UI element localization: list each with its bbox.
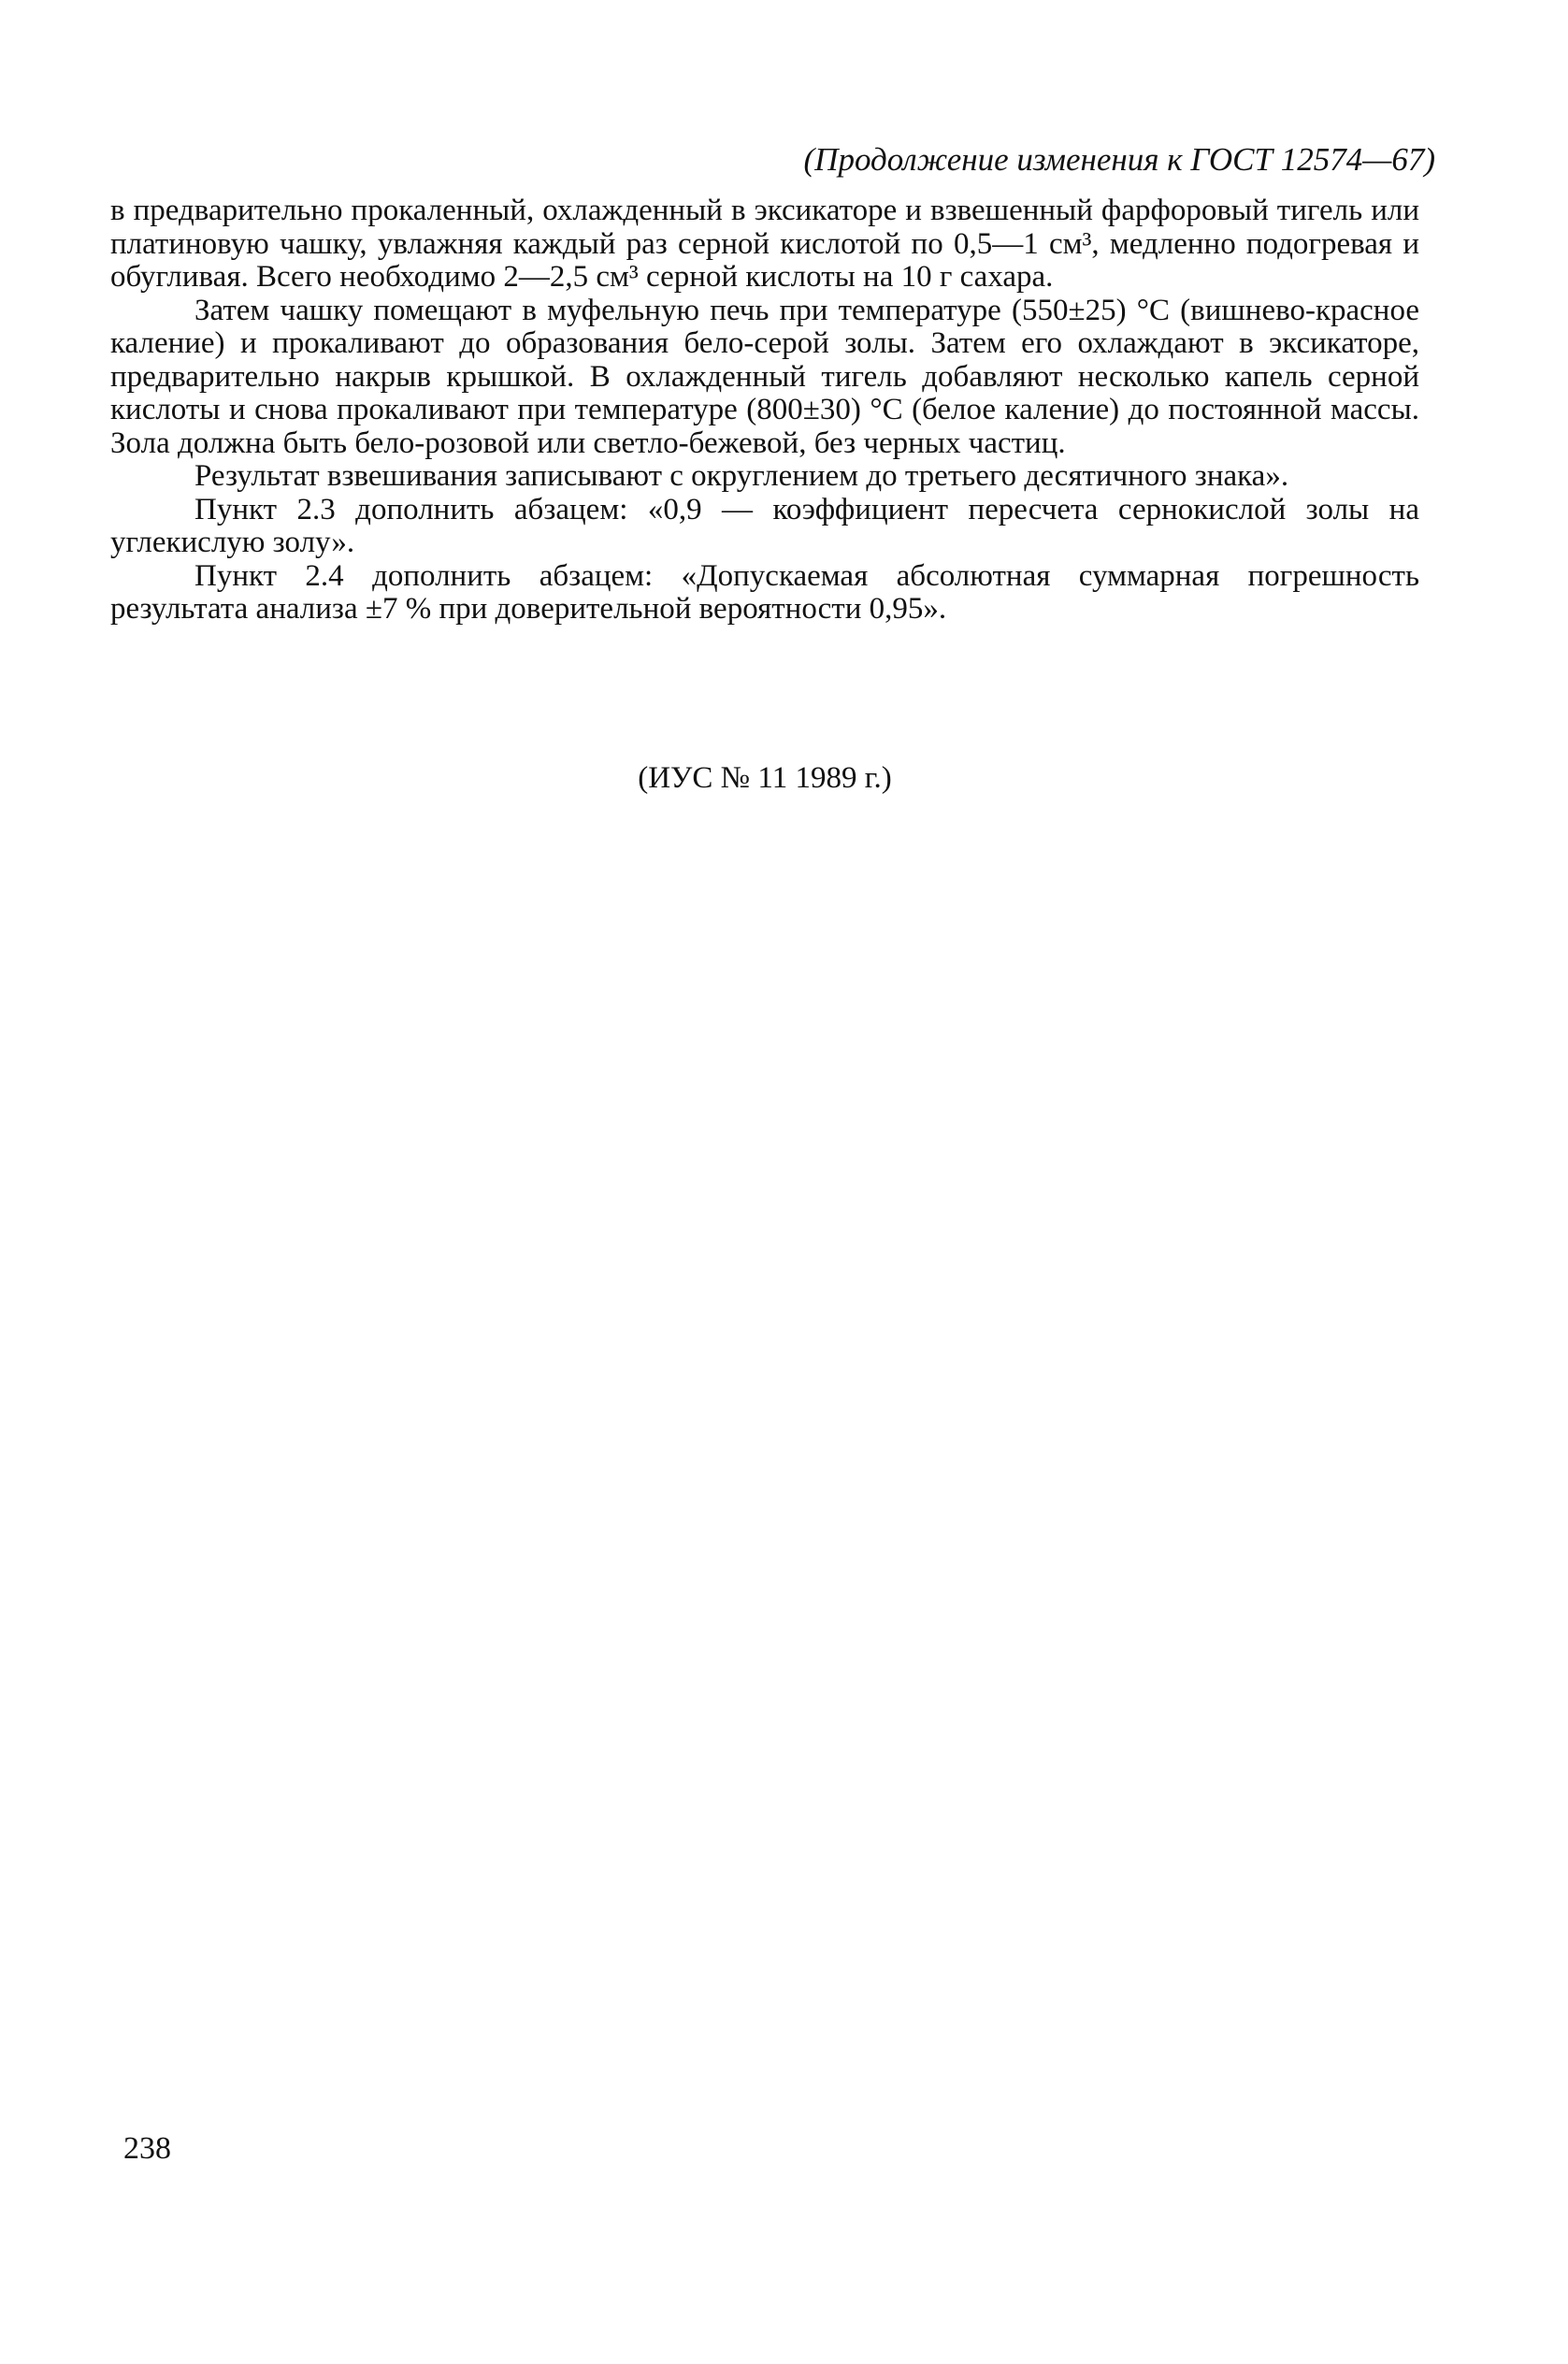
paragraph-clause-2-3: Пункт 2.3 дополнить абзацем: «0,9 — коэффициент пересчета сернокислой золы на углекислую золу». — [110, 492, 1419, 559]
paragraph-weighing-result: Результат взвешивания записывают с округлением до третьего десятичного знака». — [194, 459, 1289, 493]
paragraph-ignition-procedure: Затем чашку помещают в муфельную печь при температуре (550±25) °С (вишнево-красное каление) и прокаливают до образования бело-серой золы. Затем его охлаждают в эксикаторе, предварительно накрыв крышкой. В охлажденный тигель добавляют несколько капель серной кислоты и снова прокаливают при температуре (800±30) °С (белое каление) до постоянной массы. Зола должна быть бело-розовой или светло-бежевой, без черных частиц. — [110, 293, 1419, 460]
page-number: 238 — [123, 2131, 171, 2166]
page-header: (Продолжение изменения к ГОСТ 12574—67) — [803, 141, 1435, 178]
paragraph-clause-2-4: Пункт 2.4 дополнить абзацем: «Допускаемая абсолютная суммарная погрешность результата анализа ±7 % при доверительной вероятности 0,95». — [110, 558, 1419, 626]
paragraph-continuation: в предварительно прокаленный, охлажденный в эксикаторе и взвешенный фарфоровый тигель или платиновую чашку, увлажняя каждый раз серной кислотой по 0,5—1 см³, медленно подогревая и обугливая. Всего необходимо 2—2,5 см³ серной кислоты на 10 г сахара. — [110, 194, 1419, 294]
body-text — [110, 195, 1419, 627]
citation-ius: (ИУС № 11 1989 г.) — [638, 761, 892, 795]
